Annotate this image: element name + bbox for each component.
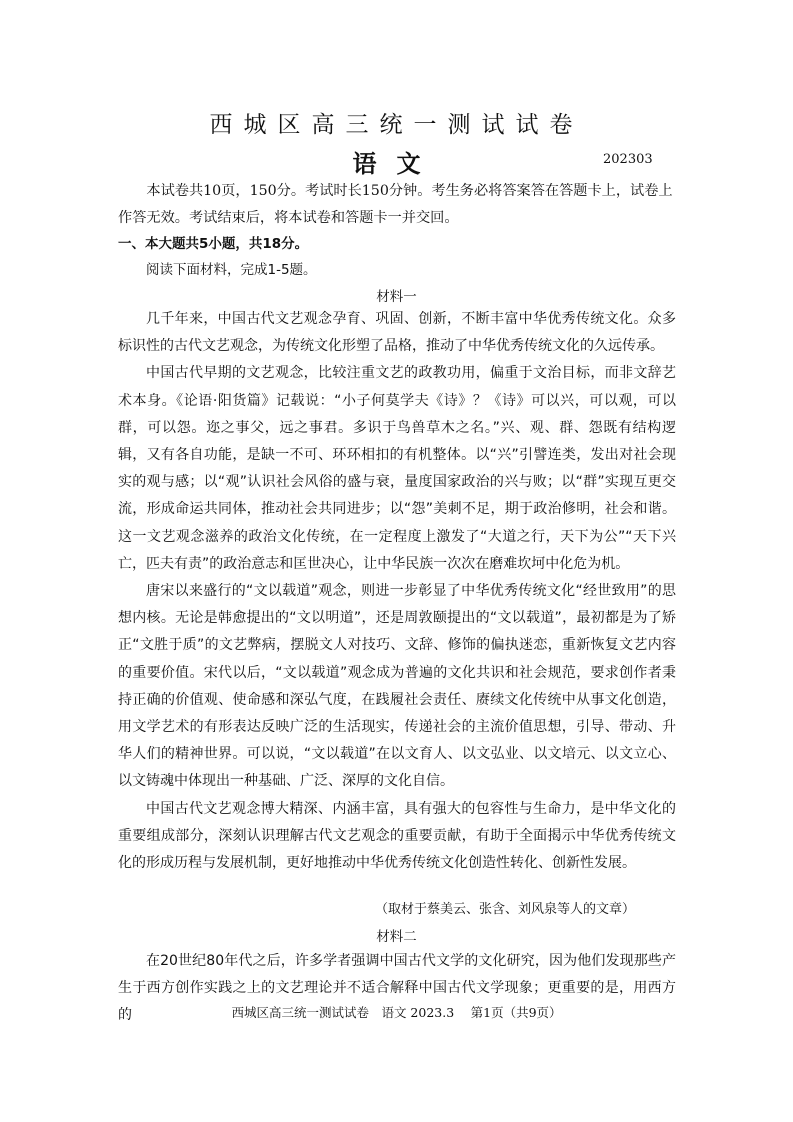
page-footer: 西城区高三统一测试试卷 语文 2023.3 第1页（共9页） <box>231 1005 562 1020</box>
material-1-label: 材料一 <box>376 289 417 305</box>
paragraph: 几千年来，中国古代文艺观念孕育、巩固、创新，不断丰富中华优秀传统文化。众多标识性的古代文艺观念，为传统文化形塑了品格，推动了中华优秀传统文化的久远传承。 <box>118 311 676 355</box>
material-1-body <box>118 306 676 877</box>
paragraph: 在20世纪80年代之后，许多学者强调中国古代文学的文化研究，因为他们发现那些产生于西方创作实践之上的文艺理论并不适合解释中国古代文学现象；更重要的是，用西方的 <box>118 953 676 1024</box>
paragraph: 中国古代早期的文艺观念，比较注重文艺的政教功用，偏重于文治目标，而非文辞艺术本身。《论语·阳货篇》记载说：“小子何莫学夫《诗》？《诗》可以兴，可以观，可以群，可以怨。迩之事父，远之事君。多识于鸟兽草木之名。”兴、观、群、怨既有结构逻辑，又有各自功能，是缺一不可、环环相扣的有机整体。以“兴”引譬连类，发出对社会现实的观与感；以“观”认识社会风俗的盛与衰，量度国家政治的兴与败；以“群”实现互更交流，形成命运共同体，推动社会共同进步；以“怨”美刺不足，期于政治修明，社会和谐。这一文艺观念滋养的政治文化传统，在一定程度上激发了“大道之行，天下为公”“天下兴亡，匹夫有责”的政治意志和匡世决心，让中华民族一次次在磨难坎坷中化危为机。 <box>118 365 676 572</box>
paragraph: 唐宋以来盛行的“文以载道”观念，则进一步彰显了中华优秀传统文化“经世致用”的思想内核。无论是韩愈提出的“文以明道”，还是周敦颐提出的“文以载道”，最初都是为了矫正“文胜于质”的文艺弊病，摆脱文人对技巧、文辞、修饰的偏执迷恋，重新恢复文艺内容的重要价值。宋代以后，“文以载道”观念成为普遍的文化共识和社会规范，要求创作者秉持正确的价值观、使命感和深弘气度，在践履社会责任、赓续文化传统中从事文化创造，用文学艺术的有形表达反映广泛的生活现实，传递社会的主流价值思想，引导、带动、升华人们的精神世界。可以说，“文以载道”在以文育人、以文弘业、以文培元、以文立心、以文铸魂中体现出一种基础、广泛、深厚的文化自信。 <box>118 583 676 790</box>
exam-instructions <box>118 178 676 232</box>
instructions-text: 本试卷共10页，150分。考试时长150分钟。考生务必将答案答在答题卡上，试卷上作答无效。考试结束后，将本试卷和答题卡一并交回。 <box>118 183 673 226</box>
exam-code: 202303 <box>603 152 653 167</box>
subject-title: 语文 <box>352 149 441 178</box>
paragraph: 中国古代文艺观念博大精深、内涵丰富，具有强大的包容性与生命力，是中华文化的重要组成部分，深刻认识理解古代文艺观念的重要贡献，有助于全面揭示中华优秀传统文化的形成历程与发展机制，更好地推动中华优秀传统文化创造性转化、创新性发展。 <box>118 800 676 872</box>
material-2-label: 材料二 <box>376 929 417 945</box>
section-heading: 一、本大题共5小题，共18分。 <box>118 236 309 252</box>
reading-instruction: 阅读下面材料，完成1-5题。 <box>146 262 317 278</box>
exam-title: 西城区高三统一测试试卷 <box>209 112 584 138</box>
material-1-source: （取材于蔡美云、张含、刘风泉等人的文章） <box>374 902 635 917</box>
